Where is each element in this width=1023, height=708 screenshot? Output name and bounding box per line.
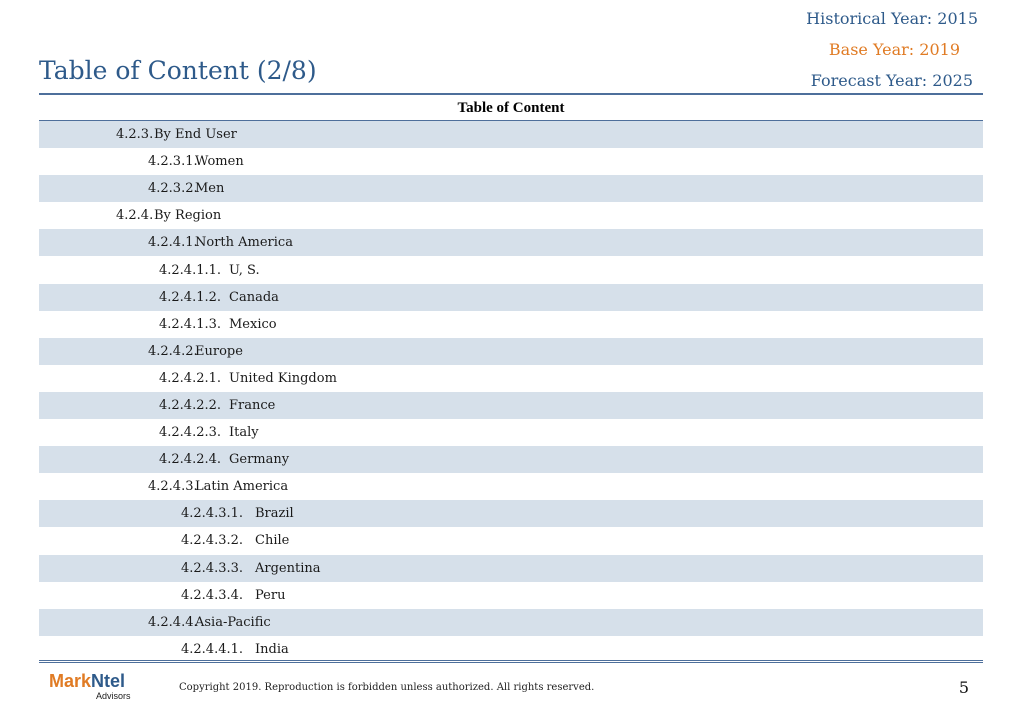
- logo-mark-text: Mark: [49, 671, 92, 691]
- toc-row-label: Latin America: [195, 479, 289, 495]
- toc-row-number: 4.2.3.2.: [148, 181, 198, 197]
- toc-row-label: Mexico: [229, 316, 277, 332]
- toc-row-number: 4.2.4.2.1.: [159, 370, 222, 386]
- toc-row: [39, 473, 983, 500]
- toc-row-number: 4.2.4.3.: [148, 479, 198, 495]
- toc-row: [39, 555, 983, 582]
- toc-row-number: 4.2.4.2.: [148, 343, 198, 359]
- logo-subtitle: Advisors: [96, 691, 131, 701]
- toc-row-number: 4.2.4.4.: [148, 614, 198, 630]
- header-divider: [39, 93, 983, 95]
- toc-row-label: By End User: [154, 127, 237, 143]
- toc-row-number: 4.2.4.1.1.: [159, 262, 222, 278]
- toc-row-number: 4.2.3.: [116, 127, 154, 143]
- toc-row: [39, 365, 983, 392]
- toc-row: [39, 256, 983, 283]
- toc-row-label: U, S.: [229, 262, 260, 278]
- toc-row: [39, 148, 983, 175]
- toc-row-label: Italy: [229, 425, 259, 441]
- toc-row-number: 4.2.4.: [116, 208, 154, 224]
- toc-row-label: Chile: [255, 533, 290, 549]
- toc-row-number: 4.2.4.4.1.: [181, 641, 244, 657]
- toc-row: [39, 446, 983, 473]
- toc-row-number: 4.2.4.3.4.: [181, 587, 244, 603]
- toc-row: [39, 392, 983, 419]
- toc-row-label: Argentina: [255, 560, 321, 576]
- toc-row-number: 4.2.4.1.3.: [159, 316, 222, 332]
- toc-row-label: Men: [195, 181, 225, 197]
- copyright-notice: Copyright 2019. Reproduction is forbidden unless authorized. All rights reserved.: [179, 682, 595, 693]
- toc-row-label: By Region: [154, 208, 222, 224]
- toc-row: [39, 500, 983, 527]
- toc-row-label: Asia-Pacific: [195, 614, 271, 630]
- marknetel-logo: [49, 671, 149, 705]
- toc-row: [39, 338, 983, 365]
- toc-row-label: Europe: [195, 343, 243, 359]
- toc-row-number: 4.2.4.3.3.: [181, 560, 244, 576]
- toc-row-number: 4.2.4.2.3.: [159, 425, 222, 441]
- toc-list: [39, 121, 983, 663]
- toc-row-label: France: [229, 397, 276, 413]
- toc-row-label: Women: [195, 154, 244, 170]
- toc-row: [39, 311, 983, 338]
- toc-row-label: North America: [195, 235, 293, 251]
- toc-row: [39, 284, 983, 311]
- toc-row: [39, 609, 983, 636]
- toc-row-label: India: [255, 641, 289, 657]
- toc-row-number: 4.2.4.1.2.: [159, 289, 222, 305]
- forecast-year-label: Forecast Year: 2025: [810, 71, 973, 90]
- toc-row-label: Canada: [229, 289, 279, 305]
- toc-row: [39, 175, 983, 202]
- toc-row: [39, 419, 983, 446]
- toc-row: [39, 229, 983, 256]
- base-year-label: Base Year: 2019: [828, 40, 960, 59]
- toc-row-number: 4.2.4.2.4.: [159, 452, 222, 468]
- toc-row-number: 4.2.4.3.1.: [181, 506, 244, 522]
- toc-row-number: 4.2.4.1.: [148, 235, 198, 251]
- toc-row: [39, 121, 983, 148]
- toc-row: [39, 582, 983, 609]
- logo-ntel-text: Ntel: [91, 671, 126, 691]
- footer-divider: [39, 660, 983, 663]
- toc-row-label: United Kingdom: [229, 370, 337, 386]
- toc-row: [39, 202, 983, 229]
- toc-row-number: 4.2.4.3.2.: [181, 533, 244, 549]
- toc-row-number: 4.2.3.1.: [148, 154, 198, 170]
- toc-row: [39, 527, 983, 554]
- toc-heading: Table of Content: [457, 99, 565, 116]
- page-title: Table of Content (2/8): [39, 56, 317, 85]
- toc-row-label: Germany: [229, 452, 290, 468]
- toc-row-number: 4.2.4.2.2.: [159, 397, 222, 413]
- toc-row-label: Brazil: [255, 506, 294, 522]
- historical-year-label: Historical Year: 2015: [806, 9, 978, 28]
- page-number: 5: [958, 678, 969, 697]
- toc-row-label: Peru: [255, 587, 286, 603]
- toc-row: [39, 636, 983, 663]
